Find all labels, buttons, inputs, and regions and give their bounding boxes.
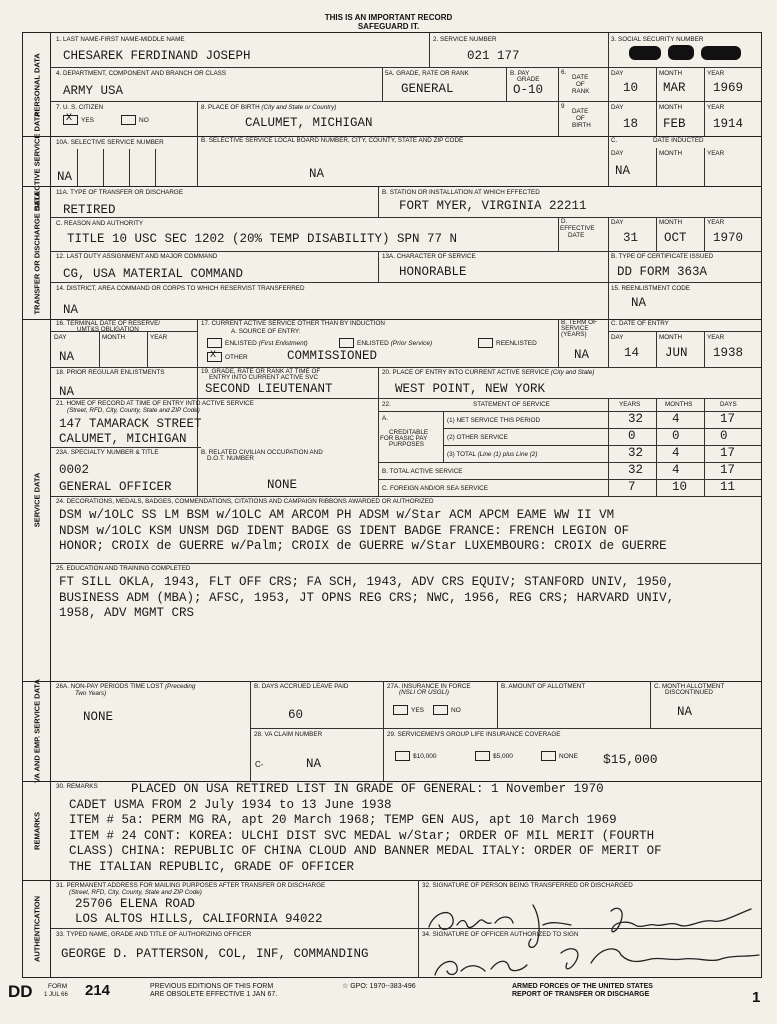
f11b-label: B. STATION OR INSTALLATION AT WHICH EFFECTED xyxy=(382,189,540,196)
star-icon: ☆ xyxy=(342,983,351,990)
f2-label: 2. SERVICE NUMBER xyxy=(433,36,497,43)
statement-cell: 0 xyxy=(628,429,636,443)
sgli-10000-checkbox[interactable]: $10,000 xyxy=(395,751,437,761)
specialty-number-value: 0002 xyxy=(59,463,90,477)
reenlisted-checkbox[interactable]: REENLISTED xyxy=(478,338,537,348)
certificate-value: DD FORM 363A xyxy=(617,265,708,279)
f23b-label: B. RELATED CIVILIAN OCCUPATION AND xyxy=(201,449,323,456)
section-service: SERVICE DATA xyxy=(23,319,51,681)
sgli-amount-value: $15,000 xyxy=(603,752,658,767)
statement-cell: 7 xyxy=(628,480,636,494)
statement-cell: 4 xyxy=(672,446,680,460)
f1-label: 1. LAST NAME-FIRST NAME-MIDDLE NAME xyxy=(56,36,185,43)
birth-month: FEB xyxy=(663,117,686,131)
f27b-label: B. AMOUNT OF ALLOTMENT xyxy=(501,683,586,690)
page-number: 1 xyxy=(752,989,761,1006)
f21-label: 21. HOME OF RECORD AT TIME OF ENTRY INTO ACTIVE SERVICE xyxy=(56,400,254,407)
f10a-label: 10A. SELECTIVE SERVICE NUMBER xyxy=(56,139,164,146)
important-record-line: THIS IS AN IMPORTANT RECORD xyxy=(324,13,453,22)
ss-number-value: NA xyxy=(57,170,73,184)
sgli-none-checkbox[interactable]: NONE xyxy=(541,751,578,761)
f23a-label: 23A. SPECIALTY NUMBER & TITLE xyxy=(56,449,159,456)
statement-cell: 11 xyxy=(720,480,736,494)
sgli-5000-checkbox[interactable]: $5,000 xyxy=(475,751,513,761)
f20-label: 20. PLACE OF ENTRY INTO CURRENT ACTIVE SERVICE (City and State) xyxy=(382,369,595,376)
birthplace-value: CALUMET, MICHIGAN xyxy=(245,116,373,130)
effective-month: OCT xyxy=(664,231,687,245)
officer-signature xyxy=(435,949,759,975)
section-personal: PERSONAL DATA xyxy=(23,33,51,136)
rank-month: MAR xyxy=(663,81,686,95)
term-of-service-value: NA xyxy=(574,348,590,362)
remarks-value: PLACED ON USA RETIRED LIST IN GRADE OF GENERAL: 1 November 1970 CADET USMA FROM 2 July 1934 to 13 June 1938 ITEM # 5a: PERM MG RA, apt 20 March 1968; TEMP GEN AUS, apt 10 March 1969 ITEM # 24 CONT: KOREA: ULCHI DIST SVC MEDAL w/Star; ORDER OF MIL MERIT (FOURTH CLASS) CHINA: REPUBLIC OF CHINA CLOUD AND BANNER MEDAL ITALY: ORDER OF MERIT OF THE ITALIAN REPUBLIC, GRADE OF OFFICER xyxy=(69,782,662,874)
statement-cell: 32 xyxy=(628,463,644,477)
f30-label: 30. REMARKS xyxy=(56,783,98,790)
section-remarks: REMARKS xyxy=(23,781,51,880)
f3-label: 3. SOCIAL SECURITY NUMBER xyxy=(611,36,704,43)
f26a-label: 26A. NON-PAY PERIODS TIME LOST (Preceding xyxy=(56,683,196,690)
service-number-value: 021 177 xyxy=(467,49,520,63)
entry-month: JUN xyxy=(665,346,688,360)
footer-dd: DD xyxy=(8,982,33,1001)
f19-label: 19. GRADE, RATE OR RANK AT TIME OF xyxy=(201,368,321,375)
f15-label: 15. REENLISTMENT CODE xyxy=(611,285,690,292)
statement-cell: 17 xyxy=(720,412,736,426)
statement-cell: 17 xyxy=(720,463,736,477)
civilian-occupation-value: NONE xyxy=(267,478,298,492)
statement-cell: 4 xyxy=(672,463,680,477)
section-va: VA AND EMP. SERVICE DATA xyxy=(23,681,51,781)
dd214-form: PERSONAL DATA SELECTIVE SERVICE DATA TRANSFER OR DISCHARGE DATA SERVICE DATA VA AND EMP. SERVICE DATA REMARKS AUTHENTICATION 1. LAST NAME-FIRST NAME-MIDDLE NAME CHESAREK FERDINAND JOSEPH 2. SERVICE NUMBER 021 177 3. SOCIAL SECURITY NUMBER 4. DEPARTMENT, COMPONENT AND BRANCH OR CLASS ARMY USA 5A. GRADE, RATE OR RANK GENERAL B. PAY GRADE O-10 6. DATE OF RANK DAY MONTH YEAR 10 MAR 1969 7. U. S. CITIZEN X YES NO 8. PLACE OF BIRTH (City and State or Country) CALUMET, MICHIGAN 9 DATE OF BIRTH DAY MONTH YEAR 18 FEB 1914 10A. SELECTIVE SERVICE NUMBER NA B. SELECTIVE SERVICE LOCAL BOARD NUMBER, CITY, COUNTY, STATE AND ZIP CODE NA C. DATE INDUCTED DAY MONTH YEAR NA 11A. TYPE OF TRANSFER OR DISCHARGE RETIRED B. STATION OR INSTALLATION AT WHICH EFFECTED FORT MYER, VIRGINIA 22211 C. REASON AND AUTHORITY TITLE 10 USC SEC 1202 (20% TEMP DISABILITY) SPN 77 N D. EFFECTIVE DATE DAY MONTH YEAR 31 OCT 1970 12. LAST DUTY ASSIGNMENT AND MAJOR COMMAND CG, USA MATERIAL COMMAND 13A. CHARACTER OF SERVICE HONORABLE B. TYPE OF CERTIFICATE ISSUED DD FORM 363A 14. DISTRICT, AREA COMMAND OR CORPS TO WHICH RESERVIST TRANSFERRED NA 15. REENLISTMENT CODE NA 16. TERMINAL DATE OF RESERVE/ UMT&S OBLIGATION DAY MONTH YEAR NA 17. CURRENT ACTIVE SERVICE OTHER THAN BY INDUCTION A. SOURCE OF ENTRY: ENLISTED (First Enlistment) ENLISTED (Prior Service) REENLISTED X OTHER COMMISSIONED B. TERM OF SERVICE (YEARS) NA C. DATE OF ENTRY DAY MONTH YEAR 14 JUN 1938 18. PRIOR REGULAR ENLISTMENTS NA 19. GRADE, RATE OR RANK AT TIME OF ENTRY INTO CURRENT ACTIVE SVC SECOND LIEUTENANT 20. PLACE OF ENTRY INTO CURRENT ACTIVE SERVICE (City and State) WEST POINT, NEW YORK 21. HOME OF RECORD AT TIME OF ENTRY INTO ACTIVE SERVICE (Street, RFD, City, County, State and ZIP Code) 147 TAMARACK STREET CALUMET, MICHIGAN 22. STATEMENT OF SERVICE YEARS MONTHS DAYS A. CREDITABLE FOR BASIC PAY PURPOSES (1) NET SERVICE THIS PERIOD (2) OTHER SERVICE (3) TOTAL (Line (1) plus Line (2) B. TOTAL ACTIVE SERVICE C. FOREIGN AND/OR SEA SERVICE 32 4 17 0 0 0 32 4 17 32 4 17 7 10 11 23A. SPECIALTY NUMBER & TITLE 0002 GENERAL OFFICER B. RELATED CIVILIAN OCCUPATION AND D.O.T. NUMBER NONE 24. DECORATIONS, MEDALS, BADGES, COMMENDATIONS, CITATIONS AND CAMPAIGN RIBBONS AWARDED OR AUTHORIZED DSM w/1OLC SS LM BSM w/1OLC AM ARCOM PH ADSM w/Star ACM APCM EAME WW II VM NDSM w/1OLC KSM UNSM DGD IDENT BADGE GS IDENT BADGE FRANCE: FRENCH LEGION OF HONOR; CROIX de GUERRE w/Palm; CROIX de GUERRE w/Star LUXEMBOURG: CROIX de GUERRE 25. EDUCATION AND TRAINING COMPLETED FT SILL OKLA, 1943, FLT OFF CRS; FA SCH, 1943, ADV CRS EQUIV; STANFORD UNIV, 1950, BUSINESS ADM (MBA); AFSC, 1953, JT OPNS REG CRS; NWC, 1956, REG CRS; HARVARD UNIV, 1958, ADV MGMT CRS 26A. NON-PAY PERIODS TIME LOST (Preceding Two Years) NONE B. DAYS ACCRUED LEAVE PAID 60 27A. INSURANCE IN FORCE (NSLI OR USGLI) YES NO B. AMOUNT OF ALLOTMENT C. MONTH ALLOTMENT DISCONTINUED NA 28. VA CLAIM NUMBER C- NA 29. SERVICEMEN'S GROUP LIFE INSURANCE COVERAGE $10,000 $5,000 NONE $15,000 30. REMARKS PLACED ON USA RETIRED LIST IN GRADE OF GENERAL: 1 November 1970 CADET USMA FROM 2 July 1934 to 13 June 1938 ITEM # 5a: PERM MG RA, apt 20 March 1968; TEMP GEN AUS, apt 10 March 1969 ITEM # 24 CONT: KOREA: ULCHI DIST SVC MEDAL w/Star; ORDER OF MIL MERIT (FOURTH CLASS) CHINA: REPUBLIC OF CHINA CLOUD AND BANNER MEDAL ITALY: ORDER OF MERIT OF THE ITALIAN REPUBLIC, GRADE OF OFFICER 31. PERMANENT ADDRESS FOR MAILING PURPOSES AFTER TRANSFER OR DISCHARGE (Street, RFD, City, County, State and ZIP Code) 25706 ELENA ROAD LOS ALTOS HILLS, CALIFORNIA 94022 32. SIGNATURE OF PERSON BEING TRANSFERRED OR DISCHARGED 33. TYPED NAME, GRADE AND TITLE OF AUTHORIZING OFFICER GEORGE D. PATTERSON, COL, INF, COMMANDING 34. SIGNATURE OF OFFICER AUTHORIZED TO SIGN xyxy=(22,32,762,978)
statement-cell: 32 xyxy=(628,412,644,426)
home-of-record-line2: CALUMET, MICHIGAN xyxy=(59,432,187,446)
allotment-discontinued-value: NA xyxy=(677,705,693,719)
f27a-label: 27A. INSURANCE IN FORCE xyxy=(387,683,471,690)
f16-label: 16. TERMINAL DATE OF RESERVE/ xyxy=(56,320,161,327)
home-of-record-line1: 147 TAMARACK STREET xyxy=(59,417,202,431)
footer-form-number: 214 xyxy=(85,982,111,999)
redaction-mark xyxy=(668,45,694,60)
reason-authority-value: TITLE 10 USC SEC 1202 (20% TEMP DISABILITY) SPN 77 N xyxy=(67,232,458,246)
redaction-mark xyxy=(629,46,661,60)
statement-cell: 10 xyxy=(672,480,688,494)
f12-label: 12. LAST DUTY ASSIGNMENT AND MAJOR COMMAND xyxy=(56,253,218,260)
f17-label: 17. CURRENT ACTIVE SERVICE OTHER THAN BY INDUCTION xyxy=(201,320,385,327)
section-auth: AUTHENTICATION xyxy=(23,880,51,977)
character-value: HONORABLE xyxy=(399,265,467,279)
f29-label: 29. SERVICEMEN'S GROUP LIFE INSURANCE COVERAGE xyxy=(387,731,561,738)
f28-label: 28. VA CLAIM NUMBER xyxy=(254,731,323,738)
enlisted-first-checkbox[interactable]: ENLISTED (First Enlistment) xyxy=(207,338,308,348)
mailing-address-line2: LOS ALTOS HILLS, CALIFORNIA 94022 xyxy=(75,912,323,926)
mailing-address-line1: 25706 ELENA ROAD xyxy=(75,897,196,911)
transferee-signature xyxy=(429,905,751,947)
pay-grade-value: O-10 xyxy=(513,83,544,97)
name-value: CHESAREK FERDINAND JOSEPH xyxy=(63,49,251,63)
f18-label: 18. PRIOR REGULAR ENLISTMENTS xyxy=(56,369,165,376)
f10b-label: B. SELECTIVE SERVICE LOCAL BOARD NUMBER, CITY, COUNTY, STATE AND ZIP CODE xyxy=(201,137,464,144)
other-checkbox[interactable]: X OTHER xyxy=(207,352,248,362)
f34-label: 34. SIGNATURE OF OFFICER AUTHORIZED TO SIGN xyxy=(422,931,579,938)
f26b-label: B. DAYS ACCRUED LEAVE PAID xyxy=(254,683,349,690)
reenlistment-value: NA xyxy=(631,296,647,310)
f14-label: 14. DISTRICT, AREA COMMAND OR CORPS TO WHICH RESERVIST TRANSFERRED xyxy=(56,285,305,292)
statement-cell: 0 xyxy=(720,429,728,443)
f24-label: 24. DECORATIONS, MEDALS, BADGES, COMMENDATIONS, CITATIONS AND CAMPAIGN RIBBONS AWARDED OR AUTHORIZED xyxy=(56,498,434,505)
entry-year: 1938 xyxy=(713,346,744,360)
district-value: NA xyxy=(63,303,79,317)
footer-gpo: ☆ GPO: 1970--383-496 xyxy=(342,983,416,990)
f8-label: 8. PLACE OF BIRTH (City and State or Country) xyxy=(201,104,337,111)
f25-label: 25. EDUCATION AND TRAINING COMPLETED xyxy=(56,565,191,572)
prior-enlistments-value: NA xyxy=(59,385,75,399)
statement-cell: 4 xyxy=(672,412,680,426)
citizen-no-checkbox[interactable]: NO xyxy=(121,115,149,125)
statement-cell: 0 xyxy=(672,429,680,443)
f32-label: 32. SIGNATURE OF PERSON BEING TRANSFERRED OR DISCHARGED xyxy=(422,882,633,889)
statement-cell: 32 xyxy=(628,446,644,460)
entry-grade-value: SECOND LIEUTENANT xyxy=(205,382,333,396)
rank-year: 1969 xyxy=(713,81,744,95)
f4-label: 4. DEPARTMENT, COMPONENT AND BRANCH OR CLASS xyxy=(56,70,227,77)
section-selective: SELECTIVE SERVICE DATA xyxy=(23,136,51,186)
signature-graphics xyxy=(421,885,761,977)
f5a-label: 5A. GRADE, RATE OR RANK xyxy=(385,70,469,77)
f10c-label: DATE INDUCTED xyxy=(653,137,704,144)
effective-year: 1970 xyxy=(713,231,744,245)
department-value: ARMY USA xyxy=(63,84,124,98)
place-of-entry-value: WEST POINT, NEW YORK xyxy=(395,382,546,396)
f27c-label: C. MONTH ALLOTMENT xyxy=(654,683,725,690)
section-transfer: TRANSFER OR DISCHARGE DATA xyxy=(23,186,51,319)
entry-source-value: COMMISSIONED xyxy=(287,349,378,363)
f22-title: STATEMENT OF SERVICE xyxy=(473,401,550,408)
last-duty-value: CG, USA MATERIAL COMMAND xyxy=(63,267,244,281)
f11a-label: 11A. TYPE OF TRANSFER OR DISCHARGE xyxy=(56,189,184,196)
f11c-label: C. REASON AND AUTHORITY xyxy=(56,220,144,227)
education-value: FT SILL OKLA, 1943, FLT OFF CRS; FA SCH, 1943, ADV CRS EQUIV; STANFORD UNIV, 1950, BUSINESS ADM (MBA); AFSC, 1953, JT OPNS REG CRS; NWC, 1956, REG CRS; HARVARD UNIV, 1958, ADV MGMT CRS xyxy=(59,575,675,620)
time-lost-value: NONE xyxy=(83,710,114,724)
effective-day: 31 xyxy=(623,231,639,245)
insurance-no-checkbox[interactable]: NO xyxy=(433,705,461,715)
safeguard-line: SAFEGUARD IT. xyxy=(357,22,420,31)
va-claim-value: NA xyxy=(306,757,322,771)
decorations-value: DSM w/1OLC SS LM BSM w/1OLC AM ARCOM PH ADSM w/Star ACM APCM EAME WW II VM NDSM w/1OLC KSM UNSM DGD IDENT BADGE GS IDENT BADGE FRANCE: FRENCH LEGION OF HONOR; CROIX de GUERRE w/Palm; CROIX de GUERRE w/Star LUXEMBOURG: CROIX de GUERRE xyxy=(59,508,667,553)
birth-day: 18 xyxy=(623,117,639,131)
leave-paid-value: 60 xyxy=(288,708,304,722)
entry-day: 14 xyxy=(624,346,640,360)
statement-cell: 17 xyxy=(720,446,736,460)
grade-value: GENERAL xyxy=(401,82,454,96)
terminal-date-value: NA xyxy=(59,350,75,364)
transfer-type-value: RETIRED xyxy=(63,203,116,217)
station-value: FORT MYER, VIRGINIA 22211 xyxy=(399,199,587,213)
f13a-label: 13A. CHARACTER OF SERVICE xyxy=(382,253,476,260)
f31-label: 31. PERMANENT ADDRESS FOR MAILING PURPOSES AFTER TRANSFER OR DISCHARGE xyxy=(56,882,326,889)
date-inducted-value: NA xyxy=(615,164,631,178)
enlisted-prior-checkbox[interactable]: ENLISTED (Prior Service) xyxy=(339,338,432,348)
ss-board-value: NA xyxy=(309,167,325,181)
insurance-yes-checkbox[interactable]: YES xyxy=(393,705,424,715)
authorizing-officer-value: GEORGE D. PATTERSON, COL, INF, COMMANDING xyxy=(61,947,369,961)
f7-label: 7. U. S. CITIZEN xyxy=(56,104,104,111)
f13b-label: B. TYPE OF CERTIFICATE ISSUED xyxy=(611,253,714,260)
rank-day: 10 xyxy=(623,81,639,95)
redaction-mark xyxy=(701,46,741,60)
birth-year: 1914 xyxy=(713,117,744,131)
citizen-yes-checkbox[interactable]: X YES xyxy=(63,115,94,125)
f33-label: 33. TYPED NAME, GRADE AND TITLE OF AUTHORIZING OFFICER xyxy=(56,931,252,938)
specialty-title-value: GENERAL OFFICER xyxy=(59,480,172,494)
